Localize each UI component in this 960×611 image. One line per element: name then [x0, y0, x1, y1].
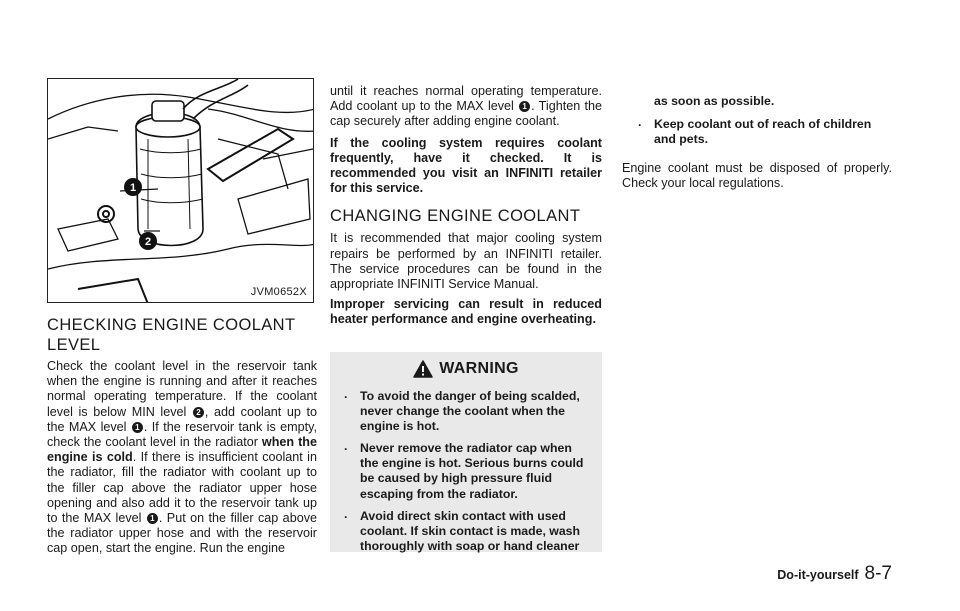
section1-paragraph-1: Check the coolant level in the reservoir tank when the engine is running and after it reaches normal operating temperature. If the coolant level is below MIN level 2 , add coolant up to the MAX level 1 . If the reservoir tank is empty, check the coolant level in the radiator when the engine is cold. If there is insufficient coolant in the radiator, fill the radiator with coolant up to the filler cap above the radiator upper hose opening and also add it to the reservoir tank up to the MAX level 1 . Put on the filler cap above the radiator upper hose and with the reservoir cap open, start the engine. Run the engine: [47, 359, 318, 556]
callout-2: [139, 232, 157, 250]
warning-list-continued: [622, 94, 892, 147]
callout-1: [124, 178, 142, 196]
column-2: [330, 84, 602, 328]
callout-2-label: 2: [144, 236, 152, 248]
max-level-marker: 1: [132, 422, 143, 433]
warning-item: . Avoid direct skin contact with used coolant. If skin contact is made, wash thoroughly with soap or hand cleaner: [344, 509, 592, 554]
section1-paragraph-3: If the cooling system requires coolant frequently, have it checked. It is recommended you visit an INFINITI retailer for this service.: [330, 135, 602, 196]
section1-title-line2: LEVEL: [47, 336, 101, 354]
warning-box: [330, 352, 602, 552]
coolant-reservoir-illustration: [48, 79, 314, 303]
page-number: 8-7: [864, 563, 892, 584]
warning-triangle-icon: [413, 360, 433, 378]
page-footer: [777, 563, 892, 585]
figure-id: JVM0652X: [250, 286, 307, 298]
min-level-marker: 2: [193, 407, 204, 418]
warning-header: [330, 352, 602, 385]
engine-coolant-figure: [47, 78, 314, 303]
section1-title: [47, 315, 317, 355]
warning-title: WARNING: [439, 359, 519, 377]
section-checking-coolant: [47, 315, 317, 557]
warning-item: . To avoid the danger of being scalded, never change the coolant when the engine is hot.: [344, 389, 592, 434]
section1-paragraph-2: until it reaches normal operating temperature. Add coolant up to the MAX level 1 . Tighten the cap securely after adding engine coolant.: [330, 84, 602, 129]
max-level-marker: 1: [519, 101, 530, 112]
warning-item: . Keep coolant out of reach of children and pets.: [638, 117, 892, 147]
column-3: [622, 94, 892, 192]
section2-title: CHANGING ENGINE COOLANT: [330, 207, 581, 226]
callout-1-label: 1: [129, 182, 137, 194]
warning-item-continued: as soon as possible.: [654, 94, 775, 108]
warning-list: [330, 385, 602, 554]
disposal-paragraph: Engine coolant must be disposed of properly. Check your local regulations.: [622, 161, 892, 191]
section2-paragraph-2: Improper servicing can result in reduced heater performance and engine overheating.: [330, 297, 602, 327]
section2-paragraph-1: It is recommended that major cooling system repairs be performed by an INFINITI retailer. The service procedures can be found in the appropriate INFINITI Service Manual.: [330, 231, 602, 292]
max-level-marker: 1: [147, 513, 158, 524]
warning-item: . Never remove the radiator cap when the engine is hot. Serious burns could be caused by high pressure fluid escaping from the radiator.: [344, 441, 592, 501]
section1-title-line1: CHECKING ENGINE COOLANT: [47, 316, 296, 334]
footer-section: Do-it-yourself: [777, 568, 859, 582]
